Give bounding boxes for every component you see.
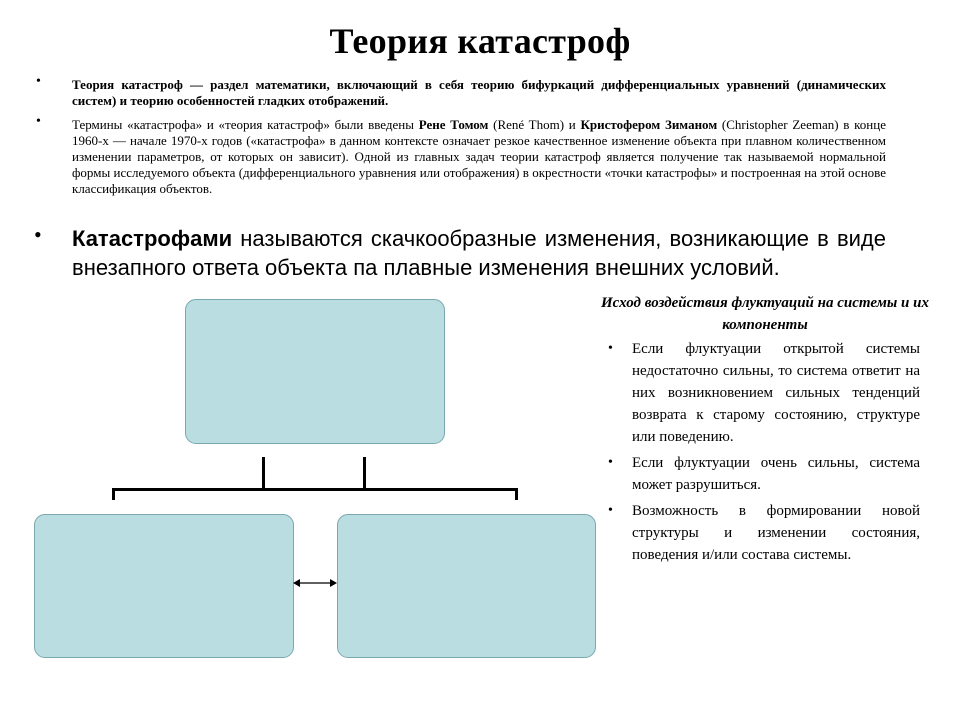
history-text: (René Thom) и: [488, 117, 581, 132]
definition-paragraph: Теория катастроф — раздел математики, включающий в себя теорию бифуркаций дифференциальных уравнений (динамических систем) и теорию особенностей гладких отображений.: [72, 77, 886, 108]
diagram-top-box: [185, 299, 445, 444]
fluctuation-heading: Исход воздействия флуктуаций на системы и их компоненты: [600, 295, 929, 333]
list-item: [608, 338, 920, 448]
bullet-marker: •: [608, 503, 613, 518]
connector-line: [363, 457, 366, 490]
diagram-left-box: [34, 514, 294, 658]
bullet-marker: •: [608, 341, 613, 356]
list-item-text: Если флуктуации открытой системы недостаточно сильны, то система ответит на них возникновением сильных тенденций возврата к старому состоянию, структуре или поведению.: [632, 341, 920, 445]
diagram-right-box: [337, 514, 596, 658]
bullet-marker: •: [34, 222, 42, 247]
zeeman-name: Кристофером Зиманом: [580, 117, 718, 132]
bullet-marker: •: [36, 114, 41, 129]
history-text: Термины «катастрофа» и «теория катастроф» были введены: [72, 117, 419, 132]
catastrophe-text: называются скачкообразные изменения, возникающие в виде внезапного ответа объекта па плавные изменения внешних условий.: [72, 226, 886, 280]
double-arrow-icon: [292, 576, 338, 590]
bracket-left-tick: [112, 488, 115, 500]
list-item-text: Возможность в формировании новой структуры и изменении состояния, поведения и/или состава системы.: [632, 503, 920, 563]
history-text: (Christopher Zeeman) в конце 1960-х — начале 1970-х годов («катастрофа» в данном контексте означает резкое качественное изменение объекта при плавном количественном изменении параметров, от которых он зависит). Одной из главных задач теории катастроф является получение так называемой нормальной формы исследуемого объекта (дифференциального уравнения или отображения) в окрестности «точки катастрофы» и построенная на этой основе классификация объектов.: [72, 117, 886, 196]
bullet-marker: •: [608, 455, 613, 470]
connector-line: [262, 457, 265, 490]
catastrophe-term: Катастрофами: [72, 226, 233, 251]
list-item: [608, 500, 920, 566]
thom-name: Рене Томом: [418, 117, 489, 132]
bracket-right-tick: [515, 488, 518, 500]
catastrophe-definition: [72, 224, 886, 282]
fluctuation-list: [608, 338, 920, 570]
page-title: Теория катастроф: [329, 21, 631, 61]
list-item-text: Если флуктуации очень сильны, система может разрушиться.: [632, 455, 920, 493]
list-item: [608, 452, 920, 496]
bullet-marker: •: [36, 74, 41, 89]
history-paragraph: [72, 117, 886, 197]
bracket-horizontal: [112, 488, 518, 491]
